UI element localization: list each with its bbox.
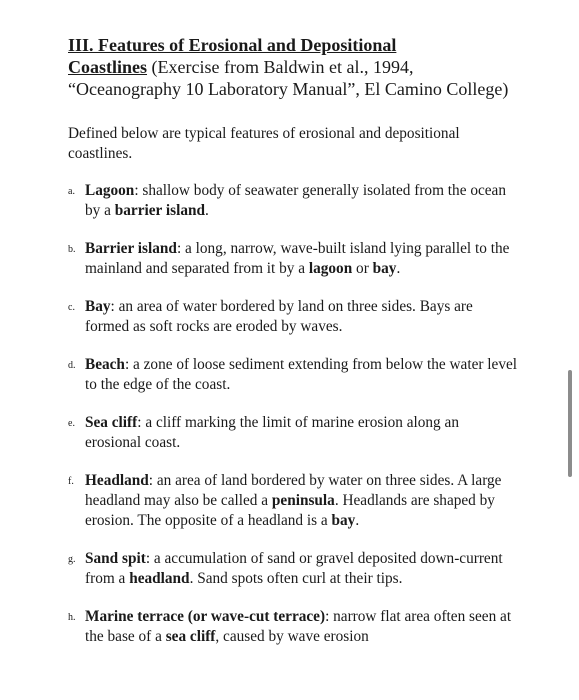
list-item-bay — [68, 297, 518, 337]
term-sea-cliff: Sea cliff — [85, 414, 138, 431]
list-item-barrier-island — [68, 239, 518, 279]
list-marker: b. — [68, 244, 76, 255]
list-marker: e. — [68, 418, 75, 429]
definition-text: . Sand spots often curl at their tips. — [189, 570, 403, 587]
section-citation: (Exercise from Baldwin et al., 1994, “Oceanography 10 Laboratory Manual”, El Camino College) — [68, 57, 509, 99]
vertical-scrollbar-thumb[interactable] — [568, 370, 572, 477]
term-sand-spit: Sand spit — [85, 550, 146, 567]
section-heading-line1: III. Features of Erosional and Depositional — [68, 35, 397, 55]
list-marker: h. — [68, 612, 76, 623]
term-reference: headland — [129, 570, 190, 587]
features-list — [68, 181, 518, 647]
definition-text: , caused by wave erosion — [215, 628, 369, 645]
list-item-lagoon — [68, 181, 518, 221]
term-lagoon: Lagoon — [85, 182, 135, 199]
definition-text: . — [396, 260, 401, 277]
term-marine-terrace: Marine terrace (or wave-cut terrace) — [85, 608, 326, 625]
definition-text: : an area of water bordered by land on three sides. Bays are formed as soft rocks are eroded by waves. — [85, 298, 473, 335]
definition-text: : a cliff marking the limit of marine erosion along an erosional coast. — [85, 414, 459, 451]
definition-text: : shallow body of seawater generally isolated from the ocean by a — [85, 182, 506, 219]
term-beach: Beach — [85, 356, 125, 373]
term-bay: Bay — [85, 298, 111, 315]
list-marker: f. — [68, 476, 74, 487]
definition-text: : an area of land bordered by water on three sides. A large headland may also be called a — [85, 472, 502, 509]
section-title — [68, 34, 518, 100]
section-heading-line2: Coastlines — [68, 57, 148, 77]
definition-text: : a long, narrow, wave-built island lying parallel to the mainland and separated from it by a — [85, 240, 510, 277]
term-headland: Headland — [85, 472, 149, 489]
list-item-marine-terrace — [68, 607, 518, 647]
definition-text: or — [352, 260, 373, 277]
term-barrier-island: Barrier island — [85, 240, 177, 257]
list-item-sea-cliff — [68, 413, 518, 453]
definition-text: : narrow flat area often seen at the base of a — [85, 608, 512, 645]
term-reference: bay — [331, 512, 356, 529]
document-page — [68, 34, 518, 665]
term-reference: sea cliff — [165, 628, 216, 645]
list-item-sand-spit — [68, 549, 518, 589]
term-reference: lagoon — [308, 260, 353, 277]
definition-text: : a accumulation of sand or gravel deposited down-current from a — [85, 550, 503, 587]
definition-text: . Headlands are shaped by erosion. The opposite of a headland is a — [85, 492, 495, 529]
list-marker: d. — [68, 360, 76, 371]
definition-text: . — [204, 202, 209, 219]
term-reference: peninsula — [271, 492, 335, 509]
term-reference: barrier island — [114, 202, 205, 219]
list-marker: a. — [68, 186, 75, 197]
intro-paragraph: Defined below are typical features of erosional and depositional coastlines. — [68, 125, 460, 162]
list-marker: g. — [68, 554, 76, 565]
list-item-beach — [68, 355, 518, 395]
term-reference: bay — [372, 260, 397, 277]
definition-text: : a zone of loose sediment extending from below the water level to the edge of the coast. — [85, 356, 518, 393]
list-item-headland — [68, 471, 518, 531]
definition-text: . — [355, 512, 360, 529]
list-marker: c. — [68, 302, 75, 313]
